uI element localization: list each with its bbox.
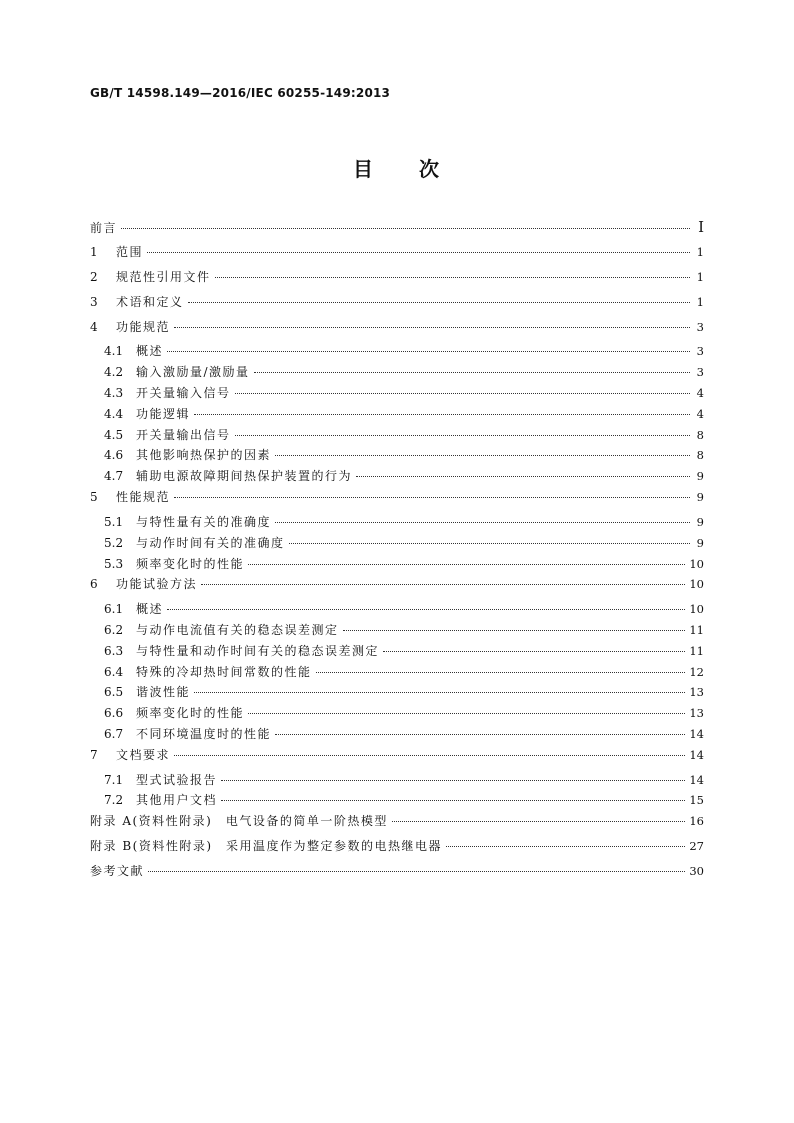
toc-entry-label: 开关量输入信号 (136, 386, 231, 401)
toc-entry[interactable] (90, 318, 704, 343)
toc-entry-number: 2 (90, 269, 98, 284)
toc-entry[interactable] (90, 405, 704, 426)
dot-leader (121, 228, 690, 229)
toc-entry-number: 5 (90, 490, 98, 505)
dot-leader (147, 252, 690, 253)
toc-entry[interactable] (90, 791, 704, 812)
dot-leader (235, 435, 690, 436)
dot-leader (201, 584, 685, 585)
toc-entry-page-number: 9 (696, 469, 704, 484)
toc-entry-page-number: 10 (689, 577, 704, 592)
toc-entry-number: 6.6 (104, 706, 124, 721)
toc-entry-label: 与特性量有关的准确度 (136, 514, 272, 529)
toc-entry-label: 参考文献 (90, 864, 145, 879)
dot-leader (275, 522, 690, 523)
toc-entry-number: 7.1 (104, 772, 124, 787)
toc-entry-label: 谐波性能 (136, 685, 191, 700)
toc-entry-label: 型式试验报告 (136, 772, 218, 787)
toc-entry-label: 与动作电流值有关的稳态误差测定 (136, 623, 339, 637)
toc-entry[interactable] (90, 812, 704, 837)
toc-entry-number: 6.2 (104, 623, 124, 637)
toc-entry-number: 6.5 (104, 685, 124, 700)
toc-entry-number: 7 (90, 747, 98, 762)
toc-entry[interactable] (90, 446, 704, 467)
toc-entry-page-number: 3 (696, 344, 704, 359)
toc-entry-number: 4.6 (104, 448, 124, 463)
toc-entry-page-number: 9 (696, 514, 704, 529)
table-of-contents (90, 218, 704, 887)
toc-entry-page-number: 9 (696, 535, 704, 550)
toc-entry-number: 4.7 (104, 469, 124, 484)
toc-entry-number: 4.4 (104, 406, 124, 421)
toc-entry-label: 开关量输出信号 (136, 427, 231, 442)
toc-entry[interactable] (90, 725, 704, 746)
toc-entry-number: 4 (90, 319, 98, 334)
toc-entry-page-number: 1 (696, 244, 704, 259)
toc-entry-page-number: 16 (689, 814, 704, 829)
toc-entry[interactable] (90, 621, 704, 642)
toc-entry-number: 4.2 (104, 365, 124, 380)
toc-entry-label: 性能规范 (116, 490, 171, 505)
toc-entry-page-number: 27 (689, 839, 704, 854)
toc-entry-page-number: 11 (689, 623, 704, 637)
toc-entry[interactable] (90, 293, 704, 318)
toc-entry-label: 附录 A(资料性附录) 电气设备的简单一阶热模型 (90, 814, 388, 829)
dot-leader (275, 455, 690, 456)
toc-entry[interactable] (90, 513, 704, 534)
toc-entry[interactable] (90, 862, 704, 887)
toc-entry-label: 功能逻辑 (136, 406, 191, 421)
toc-entry-label: 附录 B(资料性附录) 采用温度作为整定参数的电热继电器 (90, 839, 442, 854)
toc-entry-label: 前言 (90, 221, 118, 235)
toc-entry-page-number: 15 (689, 793, 704, 808)
toc-entry[interactable] (90, 663, 704, 684)
toc-entry[interactable] (90, 268, 704, 293)
toc-entry-label: 与动作时间有关的准确度 (136, 535, 285, 550)
toc-entry-number: 4.1 (104, 344, 124, 359)
toc-entry-number: 5.3 (104, 556, 124, 571)
toc-entry-number: 6.3 (104, 643, 124, 658)
toc-entry-number: 5.1 (104, 514, 124, 529)
toc-entry[interactable] (90, 534, 704, 555)
toc-entry-page-number: 13 (689, 706, 704, 721)
dot-leader (446, 846, 685, 847)
toc-entry-label: 频率变化时的性能 (136, 706, 245, 721)
toc-entry[interactable] (90, 683, 704, 704)
toc-entry[interactable] (90, 218, 704, 243)
dot-leader (221, 780, 685, 781)
dot-leader (235, 393, 690, 394)
toc-entry-page-number: 8 (696, 427, 704, 442)
toc-entry-label: 输入激励量/激励量 (136, 365, 250, 380)
toc-entry[interactable] (90, 426, 704, 447)
toc-entry-page-number: 30 (689, 864, 704, 879)
dot-leader (215, 277, 690, 278)
page-title: 目 次 (353, 157, 441, 181)
dot-leader (194, 414, 690, 415)
toc-entry-number: 4.5 (104, 427, 124, 442)
toc-entry-number: 5.2 (104, 535, 124, 550)
toc-entry-label: 频率变化时的性能 (136, 556, 245, 571)
dot-leader (148, 871, 685, 872)
toc-entry[interactable] (90, 384, 704, 405)
dot-leader (174, 327, 690, 328)
dot-leader (343, 630, 686, 631)
toc-entry-label: 规范性引用文件 (116, 269, 211, 284)
dot-leader (316, 672, 686, 673)
toc-entry-page-number: 3 (696, 319, 704, 334)
dot-leader (194, 692, 685, 693)
toc-entry-number: 6.1 (104, 602, 124, 617)
toc-entry-page-number: 9 (696, 490, 704, 505)
toc-entry-number: 1 (90, 244, 98, 259)
toc-entry[interactable] (90, 704, 704, 725)
toc-entry-page-number: 1 (696, 294, 704, 309)
toc-entry-page-number: 8 (696, 448, 704, 463)
toc-entry-label: 与特性量和动作时间有关的稳态误差测定 (136, 643, 380, 658)
toc-entry-label: 其他用户文档 (136, 793, 218, 808)
toc-entry[interactable] (90, 642, 704, 663)
toc-entry-number: 6 (90, 577, 98, 592)
toc-entry-label: 概述 (136, 344, 164, 359)
dot-leader (188, 302, 690, 303)
toc-entry-label: 特殊的冷却热时间常数的性能 (136, 664, 312, 679)
toc-entry-number: 7.2 (104, 793, 124, 808)
toc-entry-page-number: 10 (689, 556, 704, 571)
toc-entry-page-number: 4 (696, 386, 704, 401)
toc-entry-label: 概述 (136, 602, 164, 617)
toc-entry-page-number: 14 (689, 772, 704, 787)
toc-entry[interactable] (90, 342, 704, 363)
toc-entry-label: 术语和定义 (116, 294, 184, 309)
toc-entry-label: 功能试验方法 (116, 577, 198, 592)
toc-entry[interactable] (90, 575, 704, 600)
dot-leader (254, 372, 690, 373)
toc-entry-number: 4.3 (104, 386, 124, 401)
dot-leader (289, 543, 690, 544)
toc-entry-page-number: 14 (689, 726, 704, 741)
dot-leader (174, 755, 685, 756)
dot-leader (248, 713, 685, 714)
toc-entry[interactable] (90, 600, 704, 621)
toc-entry-page-number: 1 (696, 269, 704, 284)
toc-entry-page-number: 11 (689, 643, 704, 658)
toc-entry-page-number: 10 (689, 602, 704, 617)
toc-entry[interactable] (90, 771, 704, 792)
toc-entry-page-number: 4 (696, 406, 704, 421)
toc-entry[interactable] (90, 746, 704, 771)
toc-entry-label: 其他影响热保护的因素 (136, 448, 272, 463)
toc-entry-number: 6.4 (104, 664, 124, 679)
dot-leader (174, 497, 690, 498)
toc-entry[interactable] (90, 363, 704, 384)
dot-leader (275, 734, 685, 735)
dot-leader (248, 564, 685, 565)
toc-entry[interactable] (90, 555, 704, 576)
toc-entry-page-number: Ⅰ (698, 218, 704, 236)
toc-entry-page-number: 13 (689, 685, 704, 700)
toc-entry[interactable] (90, 488, 704, 513)
toc-entry-label: 功能规范 (116, 319, 171, 334)
toc-entry-label: 范围 (116, 244, 144, 259)
dot-leader (392, 821, 686, 822)
toc-entry[interactable] (90, 467, 704, 488)
toc-entry-page-number: 14 (689, 747, 704, 762)
toc-entry-number: 3 (90, 294, 98, 309)
dot-leader (221, 800, 685, 801)
dot-leader (383, 651, 685, 652)
standard-code: GB/T 14598.149—2016/IEC 60255-149:2013 (90, 86, 391, 100)
dot-leader (356, 476, 690, 477)
toc-entry-page-number: 12 (689, 664, 704, 679)
toc-entry-number: 6.7 (104, 726, 124, 741)
dot-leader (167, 609, 685, 610)
toc-entry-label: 不同环境温度时的性能 (136, 726, 272, 741)
dot-leader (167, 351, 690, 352)
toc-entry-page-number: 3 (696, 365, 704, 380)
toc-entry[interactable] (90, 243, 704, 268)
toc-entry[interactable] (90, 837, 704, 862)
toc-entry-label: 辅助电源故障期间热保护装置的行为 (136, 469, 353, 484)
toc-entry-label: 文档要求 (116, 747, 171, 762)
